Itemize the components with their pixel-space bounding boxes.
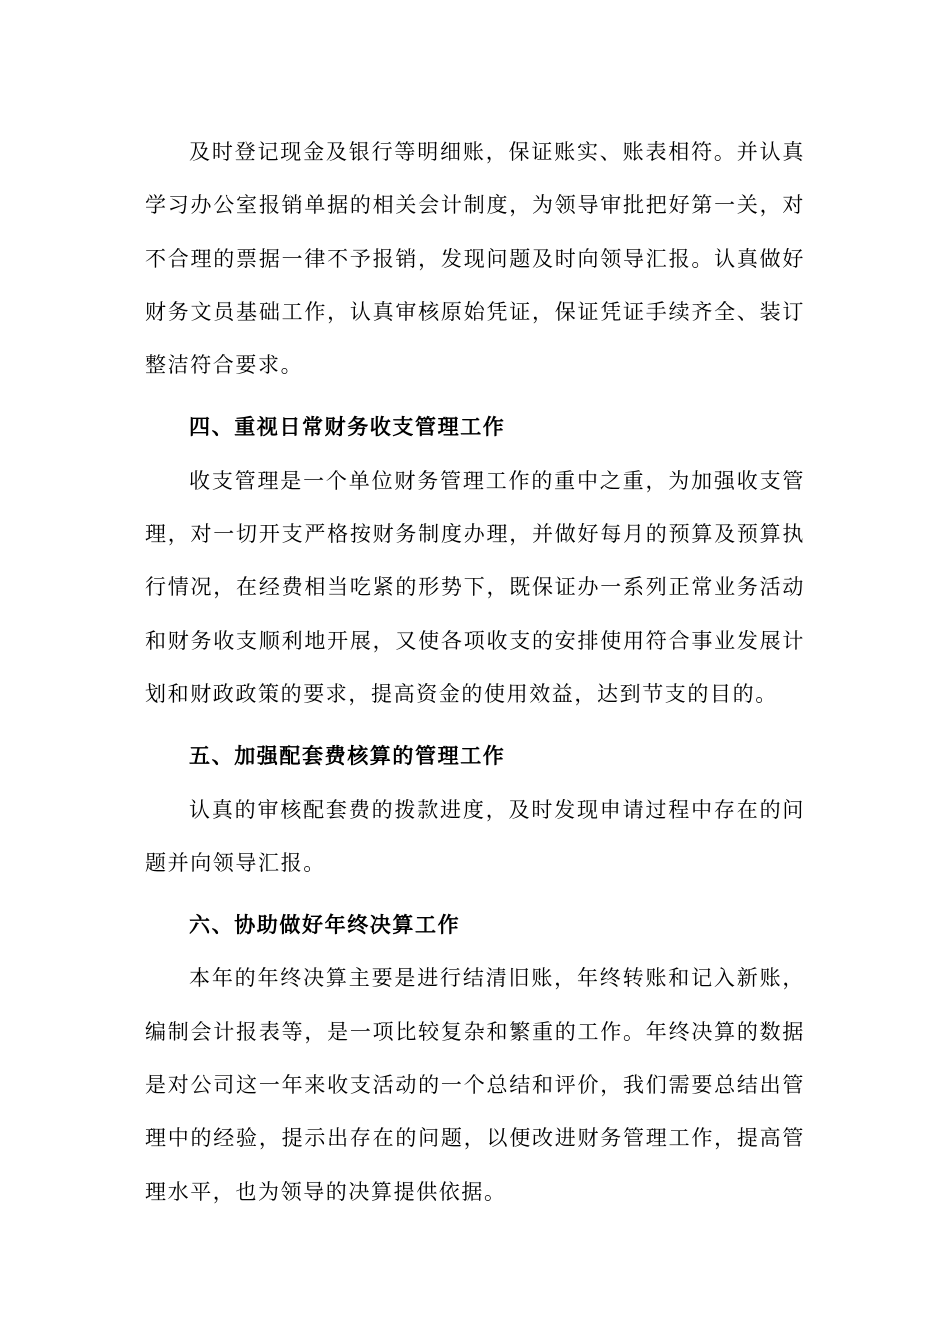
paragraph-year-end-closing: 本年的年终决算主要是进行结清旧账，年终转账和记入新账，编制会计报表等，是一项比较复杂和繁重的工作。年终决算的数据是对公司这一年来收支活动的一个总结和评价，我们需要总结出管理中的经验，提示出存在的问题，以便改进财务管理工作，提高管理水平，也为领导的决算提供依据。	[145, 966, 805, 1204]
paragraph-supporting-fee-review: 认真的审核配套费的拨款进度，及时发现申请过程中存在的问题并向领导汇报。	[145, 797, 805, 875]
section-heading-4: 四、重视日常财务收支管理工作	[189, 415, 506, 440]
spacer	[145, 721, 805, 730]
paragraph-cash-bank-ledger: 及时登记现金及银行等明细账，保证账实、账表相符。并认真学习办公室报销单据的相关会计制度，为领导审批把好第一关，对不合理的票据一律不予报销，发现问题及时向领导汇报。认真做好财务文员基础工作，认真审核原始凭证，保证凭证手续齐全、装订整洁符合要求。	[145, 140, 805, 378]
paragraph-revenue-expense-management: 收支管理是一个单位财务管理工作的重中之重，为加强收支管理，对一切开支严格按财务制度办理，并做好每月的预算及预算执行情况，在经费相当吃紧的形势下，既保证办一系列正常业务活动和财务收支顺利地开展，又使各项收支的安排使用符合事业发展计划和财政政策的要求，提高资金的使用效益，达到节支的目的。	[145, 468, 805, 706]
document-body	[145, 126, 805, 1219]
section-heading-5: 五、加强配套费核算的管理工作	[189, 744, 506, 769]
spacer	[145, 392, 805, 401]
spacer	[145, 890, 805, 899]
section-heading-6: 六、协助做好年终决算工作	[189, 913, 461, 938]
